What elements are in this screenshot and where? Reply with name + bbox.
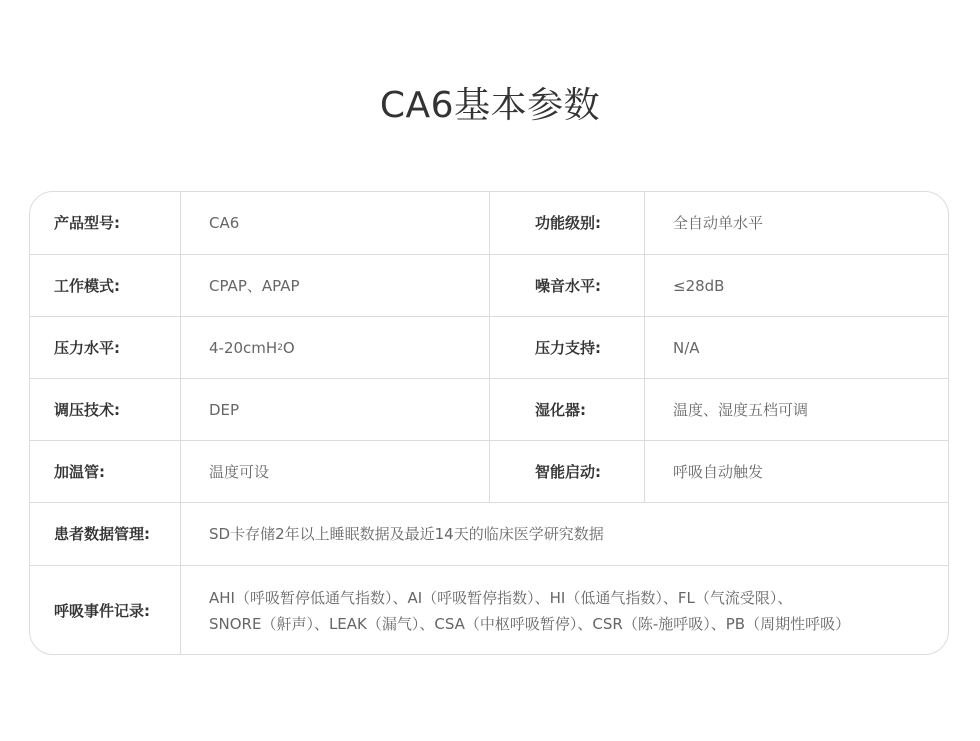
- value-work-mode: CPAP、APAP: [181, 255, 490, 316]
- value-smart-start: 呼吸自动触发: [673, 462, 764, 481]
- value-humidifier: 温度、湿度五档可调: [673, 400, 809, 419]
- label-product-model: 产品型号:: [30, 192, 181, 254]
- table-row: [30, 255, 949, 317]
- label-patient-data: 患者数据管理:: [30, 503, 181, 565]
- pressure-value-tail: O: [282, 338, 295, 357]
- pressure-value-main: 4-20cmH: [209, 338, 278, 357]
- value-noise-level: ≤28dB: [673, 276, 725, 295]
- value-function-level: 全自动单水平: [673, 214, 764, 232]
- label-pressure-support: 压力支持:: [490, 317, 645, 378]
- table-row: [30, 317, 949, 379]
- spec-table: [29, 191, 949, 655]
- table-row: [30, 503, 949, 566]
- pressure-value-subscript: 2: [277, 342, 283, 353]
- page-title: CA6基本参数: [379, 85, 601, 126]
- value-heated-tube: 温度可设: [181, 441, 490, 502]
- value-patient-data: SD卡存储2年以上睡眠数据及最近14天的临床医学研究数据: [209, 525, 604, 543]
- label-work-mode: 工作模式:: [30, 255, 181, 316]
- label-function-level: 功能级别:: [490, 192, 645, 254]
- value-pressure-support: N/A: [673, 338, 700, 357]
- table-row: [30, 192, 949, 255]
- label-regulation-tech: 调压技术:: [30, 379, 181, 440]
- label-respiratory-events: 呼吸事件记录:: [30, 566, 181, 655]
- value-regulation-tech: DEP: [181, 379, 490, 440]
- label-pressure-level: 压力水平:: [30, 317, 181, 378]
- respiratory-events-line-1: AHI（呼吸暂停低通气指数）、AI（呼吸暂停指数）、HI（低通气指数）、FL（气流受限）、: [209, 589, 793, 607]
- value-respiratory-events: [181, 566, 949, 655]
- label-heated-tube: 加温管:: [30, 441, 181, 502]
- value-pressure-level: [181, 317, 490, 378]
- value-product-model: CA6: [181, 192, 490, 254]
- table-row: [30, 566, 949, 655]
- label-noise-level: 噪音水平:: [490, 255, 645, 316]
- label-smart-start: 智能启动:: [490, 441, 645, 502]
- table-row: [30, 441, 949, 503]
- label-humidifier: 湿化器:: [490, 379, 645, 440]
- table-row: [30, 379, 949, 441]
- respiratory-events-line-2: SNORE（鼾声）、LEAK（漏气）、CSA（中枢呼吸暂停）、CSR（陈-施呼吸）、PB（周期性呼吸）: [209, 615, 851, 633]
